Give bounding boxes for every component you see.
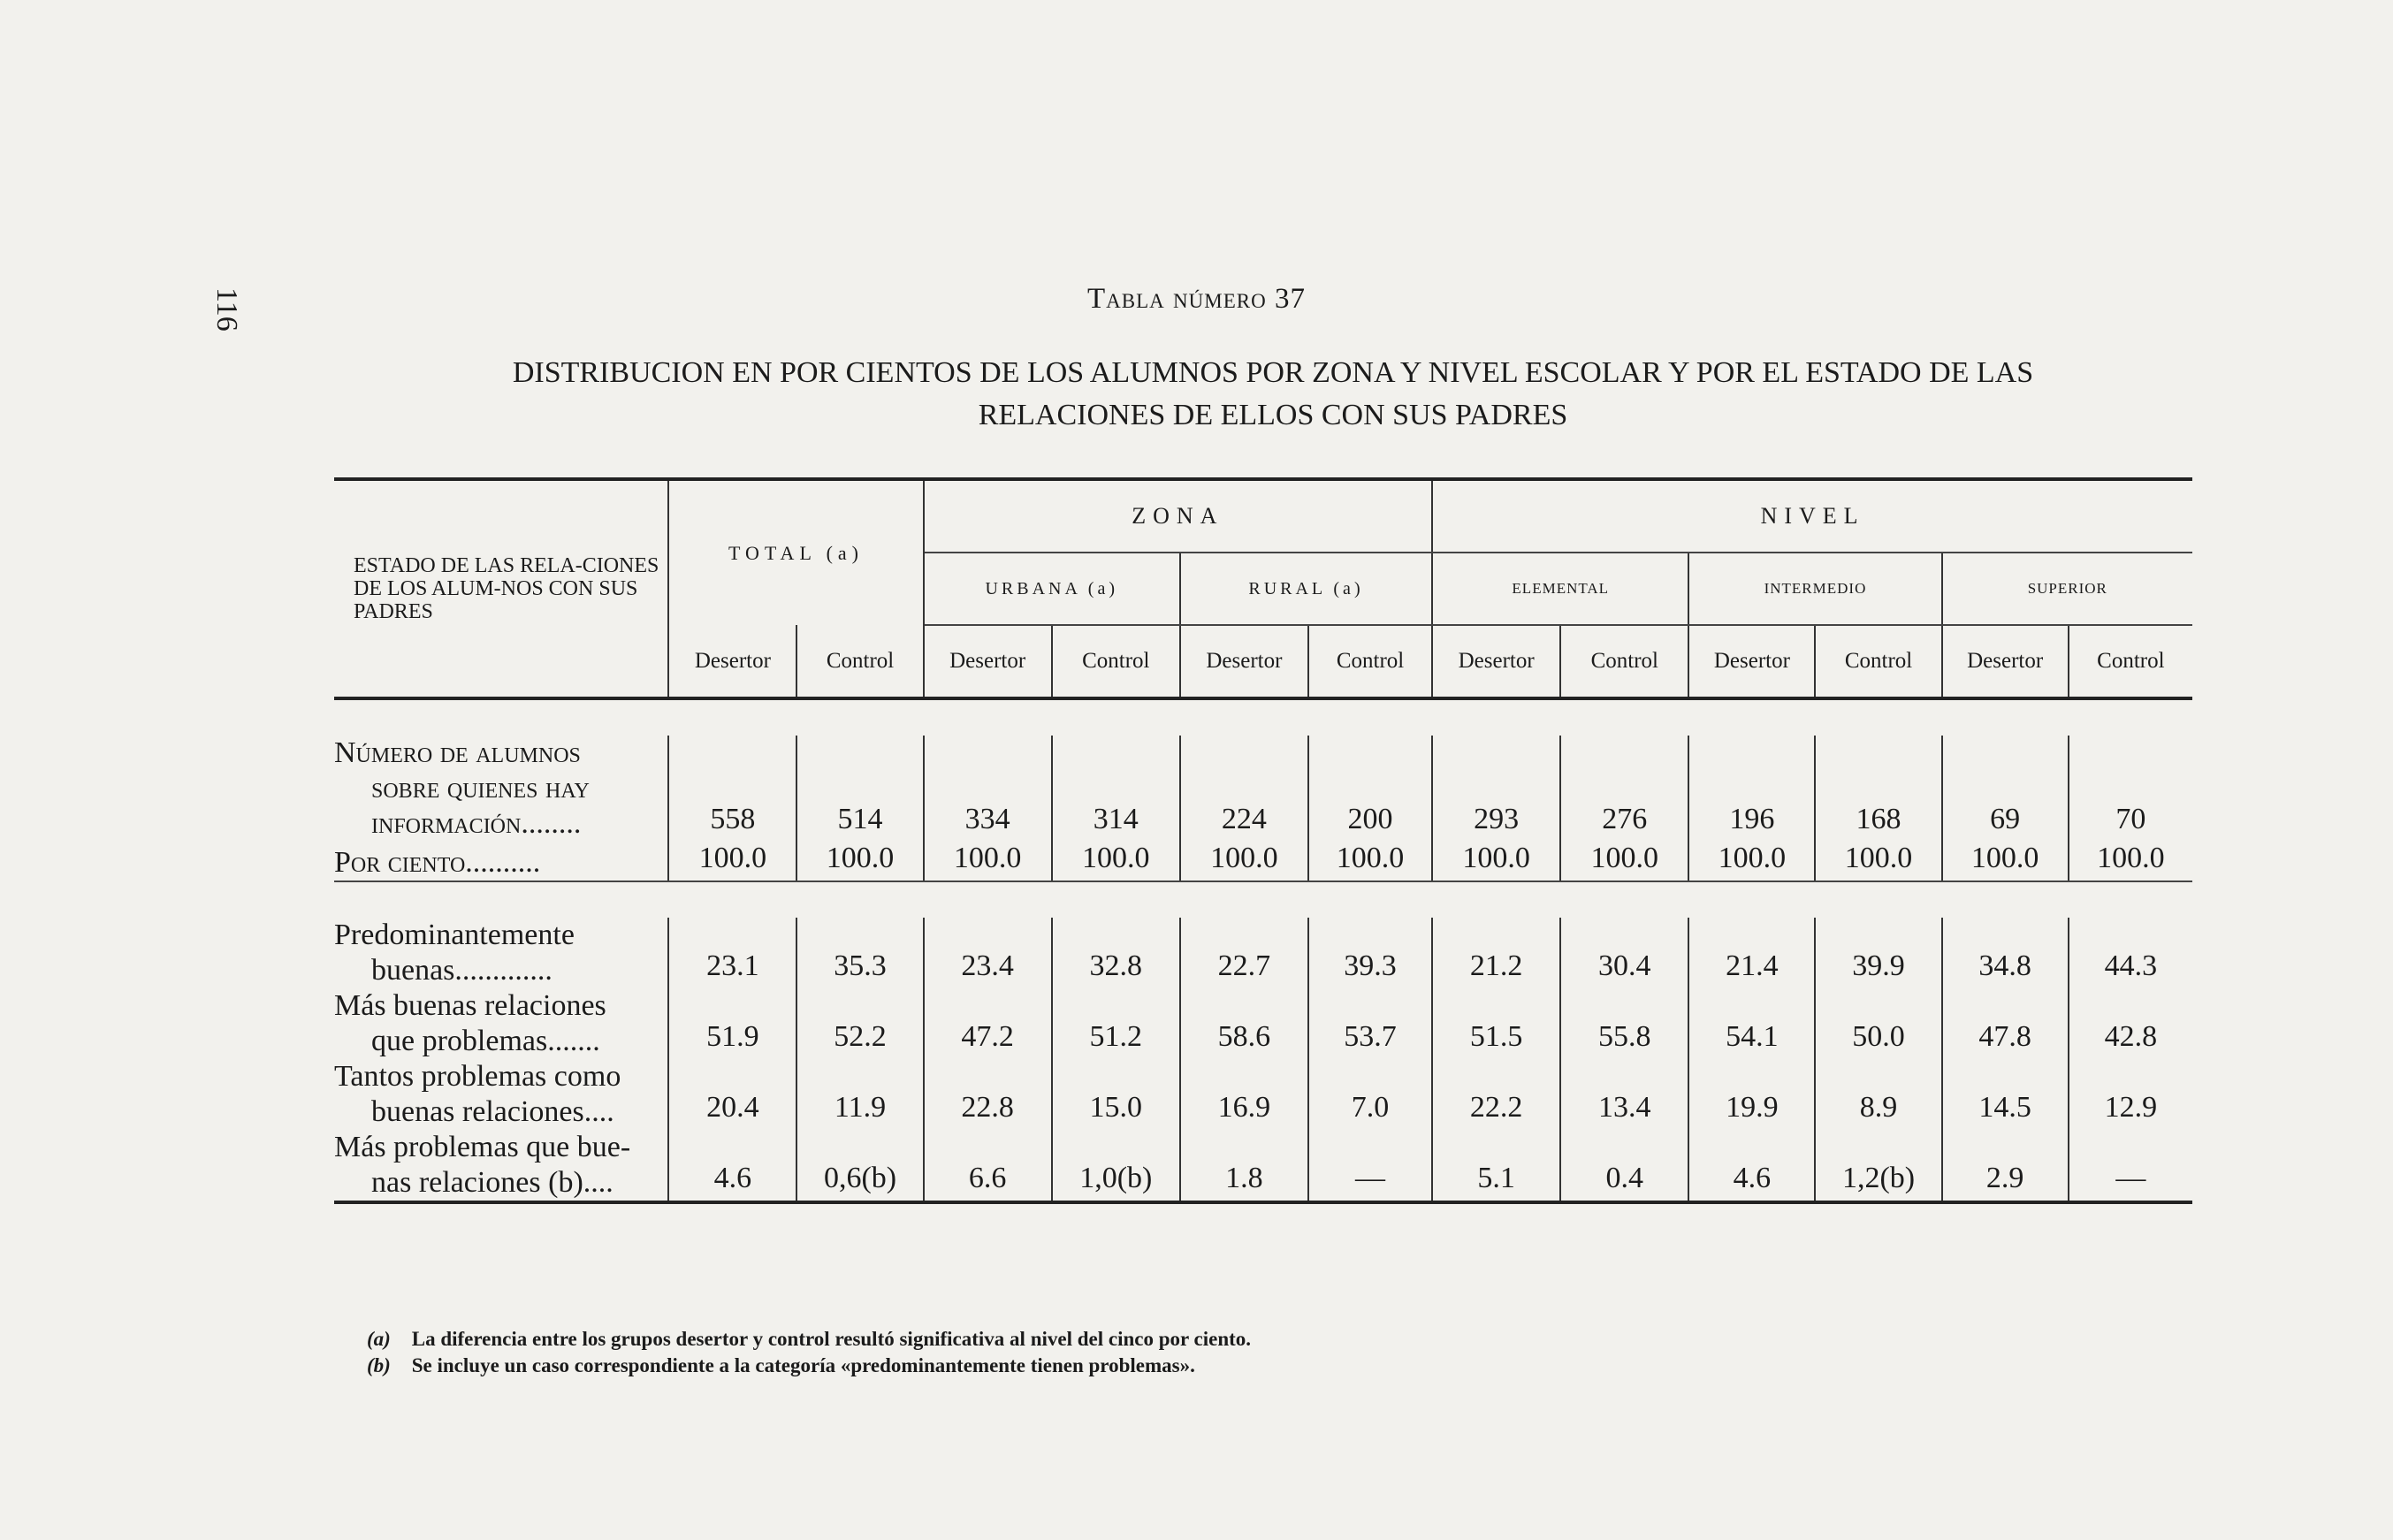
row-label-line: Más buenas relaciones — [334, 989, 606, 1022]
cell-value: 0.4 — [1560, 1130, 1688, 1202]
row-label-line: buenas............. — [371, 954, 553, 987]
row-label — [334, 1130, 668, 1202]
cell-value: 69 — [1942, 736, 2069, 842]
cell-value: 51.9 — [668, 988, 796, 1059]
row-label — [334, 1059, 668, 1130]
row-label-line: información........ — [371, 807, 582, 840]
cell-value: 100.0 — [1560, 842, 1688, 881]
header-zona: ZONA — [924, 481, 1433, 553]
cell-value: 12.9 — [2104, 1091, 2158, 1124]
row-label-line: sobre quienes hay — [371, 772, 590, 804]
row-label-line: Por ciento.......... — [334, 846, 541, 879]
cell-value: 334 — [924, 736, 1052, 842]
cell-value: 200 — [1308, 736, 1432, 842]
cell-value: 23.4 — [924, 918, 1052, 988]
cell-value: 47.8 — [1942, 988, 2069, 1059]
cell-value: 39.9 — [1815, 918, 1941, 988]
cell-value: — — [1308, 1130, 1432, 1202]
cell-value: 42.8 — [2104, 1020, 2158, 1053]
cell-value: 50.0 — [1815, 988, 1941, 1059]
cell-value: 32.8 — [1052, 918, 1180, 988]
row-label-line: Más problemas que bue- — [334, 1131, 631, 1163]
col-intermedio-control: Control — [1815, 625, 1941, 698]
col-elemental-desertor: Desertor — [1432, 625, 1560, 698]
row-label-line: Predominantemente — [334, 919, 575, 951]
table-title — [327, 352, 2219, 437]
row-label-line: que problemas....... — [371, 1025, 600, 1057]
data-table — [334, 477, 2192, 1204]
cell-value: 19.9 — [1688, 1059, 1815, 1130]
footnote-mark: (a) — [367, 1328, 391, 1350]
cell-value: 14.5 — [1942, 1059, 2069, 1130]
table-row — [334, 918, 2192, 988]
row-label-line: Tantos problemas como — [334, 1060, 621, 1093]
row-label-line: Número de alumnos — [334, 736, 581, 769]
footnotes — [367, 1326, 1251, 1379]
row-label — [334, 988, 668, 1059]
footnote-a — [367, 1326, 1251, 1353]
cell-value: 44.3 — [2104, 949, 2158, 982]
cell-value: 100.0 — [1052, 842, 1180, 881]
header-intermedio: INTERMEDIO — [1688, 553, 1941, 625]
col-urbana-desertor: Desertor — [924, 625, 1052, 698]
cell-value: 16.9 — [1180, 1059, 1308, 1130]
cell-value: 100.0 — [924, 842, 1052, 881]
cell-value: 224 — [1180, 736, 1308, 842]
col-superior-desertor: Desertor — [1942, 625, 2069, 698]
cell-value: 22.8 — [924, 1059, 1052, 1130]
cell-value: 6.6 — [924, 1130, 1052, 1202]
cell-value: 0,6(b) — [796, 1130, 923, 1202]
footnote-text: La diferencia entre los grupos desertor y control resultó significativa al nivel del cinco por ciento. — [411, 1328, 1252, 1350]
cell-value: 293 — [1432, 736, 1560, 842]
cell-value: 196 — [1688, 736, 1815, 842]
col-intermedio-desertor: Desertor — [1688, 625, 1815, 698]
cell-value: 21.2 — [1432, 918, 1560, 988]
cell-value: 47.2 — [924, 988, 1052, 1059]
cell-value: 1,2(b) — [1815, 1130, 1941, 1202]
col-superior-control: Control — [2069, 625, 2192, 698]
header-elemental: ELEMENTAL — [1432, 553, 1688, 625]
row-label — [334, 736, 668, 842]
cell-value: 4.6 — [668, 1130, 796, 1202]
cell-value: 51.2 — [1052, 988, 1180, 1059]
cell-value: 34.8 — [1942, 918, 2069, 988]
col-rural-desertor: Desertor — [1180, 625, 1308, 698]
cell-value: 15.0 — [1052, 1059, 1180, 1130]
row-label-line: nas relaciones (b).... — [371, 1166, 613, 1199]
row-label-line: buenas relaciones.... — [371, 1095, 614, 1128]
cell-value: 22.2 — [1432, 1059, 1560, 1130]
cell-value: 53.7 — [1308, 988, 1432, 1059]
cell-value: 54.1 — [1688, 988, 1815, 1059]
row-label — [334, 842, 668, 881]
table-row — [334, 988, 2192, 1059]
cell-value: 11.9 — [796, 1059, 923, 1130]
cell-value: 4.6 — [1688, 1130, 1815, 1202]
cell-value: 276 — [1560, 736, 1688, 842]
col-urbana-control: Control — [1052, 625, 1180, 698]
cell-value: 100.0 — [2069, 842, 2192, 881]
cell-value: 1.8 — [1180, 1130, 1308, 1202]
title-line-2: RELACIONES DE ELLOS CON SUS PADRES — [978, 399, 1568, 431]
table-row — [334, 736, 2192, 842]
cell-value: 100.0 — [1815, 842, 1941, 881]
header-stub: ESTADO DE LAS RELA-CIONES DE LOS ALUM-NOS CON SUS PADRES — [334, 481, 668, 698]
cell-value: 100.0 — [1432, 842, 1560, 881]
header-rural: RURAL (a) — [1180, 553, 1432, 625]
cell-value: 314 — [1052, 736, 1180, 842]
cell-value: 23.1 — [668, 918, 796, 988]
cell-value: 100.0 — [1688, 842, 1815, 881]
col-elemental-control: Control — [1560, 625, 1688, 698]
cell-value: — — [2115, 1162, 2146, 1194]
title-line-1: DISTRIBUCION EN POR CIENTOS DE LOS ALUMNOS POR ZONA Y NIVEL ESCOLAR Y POR EL ESTADO DE LAS — [512, 356, 2034, 389]
table-body — [334, 698, 2192, 1202]
cell-value: 2.9 — [1942, 1130, 2069, 1202]
cell-value: 51.5 — [1432, 988, 1560, 1059]
spacer-row — [334, 881, 2192, 918]
cell-value: 514 — [796, 736, 923, 842]
cell-value: 7.0 — [1308, 1059, 1432, 1130]
footnote-mark: (b) — [367, 1354, 391, 1376]
cell-value: 168 — [1815, 736, 1941, 842]
footnote-b — [367, 1353, 1251, 1379]
header-total: TOTAL (a) — [668, 481, 923, 625]
header-nivel: NIVEL — [1432, 481, 2192, 553]
cell-value: 70 — [2115, 803, 2146, 835]
cell-value: 13.4 — [1560, 1059, 1688, 1130]
spacer-row — [334, 698, 2192, 736]
footnote-text: Se incluye un caso correspondiente a la categoría «predominantemente tienen problemas». — [411, 1354, 1195, 1376]
cell-value: 5.1 — [1432, 1130, 1560, 1202]
cell-value: 1,0(b) — [1052, 1130, 1180, 1202]
table-number: Tabla número 37 — [1087, 283, 1306, 315]
cell-value: 30.4 — [1560, 918, 1688, 988]
cell-value: 20.4 — [668, 1059, 796, 1130]
cell-value: 39.3 — [1308, 918, 1432, 988]
cell-value: 100.0 — [1180, 842, 1308, 881]
table-row — [334, 1059, 2192, 1130]
table-row — [334, 842, 2192, 881]
cell-value: 100.0 — [1942, 842, 2069, 881]
cell-value: 21.4 — [1688, 918, 1815, 988]
cell-value: 100.0 — [1308, 842, 1432, 881]
col-total-control: Control — [796, 625, 923, 698]
cell-value: 55.8 — [1560, 988, 1688, 1059]
col-total-desertor: Desertor — [668, 625, 796, 698]
cell-value: 100.0 — [668, 842, 796, 881]
header-urbana: URBANA (a) — [924, 553, 1180, 625]
row-label — [334, 918, 668, 988]
cell-value: 100.0 — [796, 842, 923, 881]
col-rural-control: Control — [1308, 625, 1432, 698]
header-superior: SUPERIOR — [1942, 553, 2192, 625]
cell-value: 52.2 — [796, 988, 923, 1059]
cell-value: 58.6 — [1180, 988, 1308, 1059]
cell-value: 558 — [668, 736, 796, 842]
page-number: 116 — [210, 287, 243, 332]
cell-value: 22.7 — [1180, 918, 1308, 988]
table-row — [334, 1130, 2192, 1202]
cell-value: 35.3 — [796, 918, 923, 988]
cell-value: 8.9 — [1815, 1059, 1941, 1130]
